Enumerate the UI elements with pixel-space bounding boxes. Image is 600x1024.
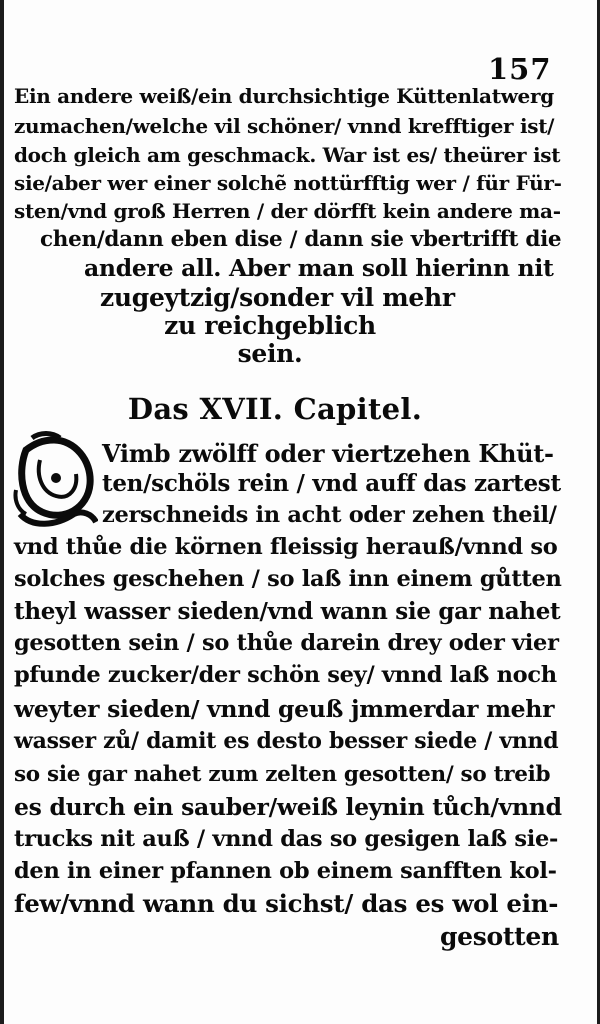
text-line: Ein andere weiß/ein durchsichtige Küttenlatwerg: [14, 84, 554, 108]
text-line: sein.: [237, 339, 303, 368]
text-line: den in einer pfannen ob einem sanfften kol-: [14, 858, 557, 884]
page-left-edge: [0, 0, 4, 1024]
text-line: doch gleich am geschmack. War ist es/ theürer ist: [14, 143, 561, 167]
text-line: trucks nit auß / vnnd das so gesigen laß sie-: [14, 826, 559, 852]
text-line: vnd thůe die körnen fleissig herauß/vnnd so: [14, 534, 558, 560]
chapter-heading: Das XVII. Capitel.: [127, 392, 423, 426]
text-line: ten/schöls rein / vnd auff das zartest: [102, 470, 561, 497]
text-line: sie/aber wer einer solchẽ nottürfftig wer / für Für-: [14, 171, 562, 195]
page-number: 157: [488, 52, 552, 86]
text-line: andere all. Aber man soll hierinn nit: [84, 254, 554, 282]
text-line: Vimb zwölff oder viertzehen Khüt-: [102, 439, 554, 468]
text-line: chen/dann eben dise / dann sie vbertrifft die: [40, 227, 562, 252]
text-line: solches geschehen / so laß inn einem gůtten: [14, 566, 562, 592]
text-line: es durch ein sauber/weiß leynin tůch/vnnd: [14, 793, 562, 821]
text-line: zumachen/welche vil schöner/ vnnd krefftiger ist/: [14, 114, 555, 138]
decorated-initial: [12, 430, 98, 530]
text-line: zugeytzig/sonder vil mehr: [100, 283, 455, 312]
text-line: theyl wasser sieden/vnd wann sie gar nahet: [14, 598, 561, 625]
text-line: zerschneids in acht oder zehen theil/: [102, 502, 557, 528]
text-line: few/vnnd wann du sichst/ das es wol ein-: [14, 889, 559, 918]
text-line: wasser zů/ damit es desto besser siede / vnnd: [14, 728, 559, 754]
text-line: sten/vnd groß Herren / der dörfft kein andere ma-: [14, 199, 561, 223]
text-line: weyter sieden/ vnnd geuß jmmerdar mehr: [14, 695, 555, 723]
text-line: zu reichgeblich: [164, 311, 376, 340]
text-line: gesotten: [440, 922, 559, 951]
ornamental-initial-icon: [12, 430, 98, 530]
text-line: pfunde zucker/der schön sey/ vnnd laß noch: [14, 662, 557, 688]
text-line: so sie gar nahet zum zelten gesotten/ so treib: [14, 762, 551, 787]
text-line: gesotten sein / so thůe darein drey oder vier: [14, 630, 559, 656]
